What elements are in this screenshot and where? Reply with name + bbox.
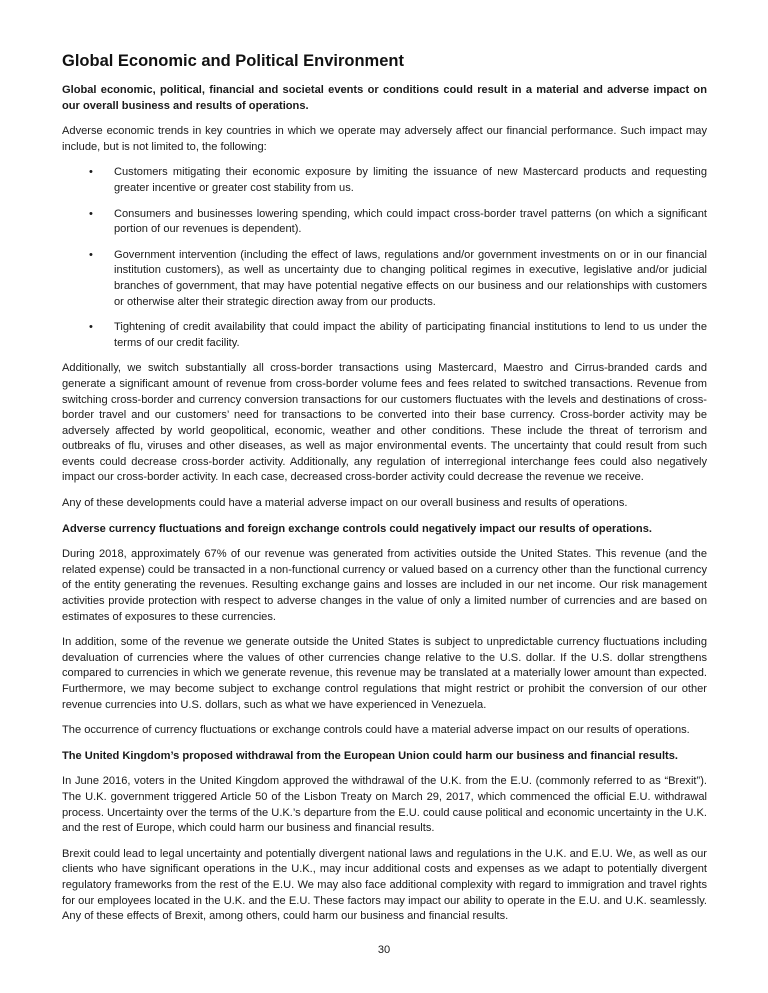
risk-heading-brexit: The United Kingdom’s proposed withdrawal from the European Union could harm our business and financial results. [62,749,678,762]
list-item [62,248,707,310]
list-item-text: Government intervention (including the effect of laws, regulations and/or government investments on or in our financial institution customers), as well as uncertainty due to changing political regimes in executive, legislative and/or judicial branches of government, that may have potential negative effects on our business and our relationships with customers or otherwise alter their strategic direction away from our products. [114,248,707,308]
bullet-icon: • [89,207,93,220]
bullet-icon: • [89,321,93,334]
paragraph-cross-border: Additionally, we switch substantially all cross-border transactions using Mastercard, Maestro and Cirrus-branded cards and generate a significant amount of revenue from cross-border volume fees and fees related to switched transactions. Revenue from switching cross-border and currency conversion transactions for our customers fluctuates with the levels and destinations of cross-border travel and our customers’ need for transactions to be converted into their base currency. Cross-border activity may be adversely affected by world geopolitical, economic, weather and other conditions. These include the threat of terrorism and outbreaks of flu, viruses and other diseases, as well as major environmental events. The uncertainty that could result from such events could decrease cross-border activity. Additionally, any regulation of interregional interchange fees could also negatively impact our cross-border activity. In each case, decreased cross-border activity could decrease the revenue we receive. [62,362,707,484]
paragraph-brexit-vote: In June 2016, voters in the United Kingdom approved the withdrawal of the U.K. from the E.U. (commonly referred to as “Brexit”). The U.K. government triggered Article 50 of the Lisbon Treaty on March 29, 2017, which commenced the official E.U. withdrawal process. Uncertainty over the terms of the U.K.’s departure from the E.U. could cause political and economic uncertainty in the U.K. and the rest of Europe, which could harm our business and financial results. [62,775,707,835]
document-page [62,50,707,935]
bullet-icon: • [89,248,93,261]
list-item-text: Consumers and businesses lowering spending, which could impact cross-border travel patterns (on which a significant portion of our revenues is dependent). [114,207,707,236]
page-number: 30 [377,944,391,956]
section-title: Global Economic and Political Environment [62,52,404,70]
list-item [62,207,707,238]
risk-heading-currency: Adverse currency fluctuations and foreign exchange controls could negatively impact our results of operations. [62,522,652,535]
paragraph-currency-impact: The occurrence of currency fluctuations or exchange controls could have a material adverse impact on our results of operations. [62,724,690,737]
bullet-list [62,165,707,351]
risk-heading-global-economic: Global economic, political, financial and societal events or conditions could result in a material and adverse impact on our overall business and results of operations. [62,84,707,112]
paragraph-brexit-effects: Brexit could lead to legal uncertainty and potentially divergent national laws and regulations in the U.K. and E.U. We, as well as our clients who have significant operations in the U.K., may incur additional costs and expenses as we adapt to potentially divergent regulatory frameworks from the rest of the E.U. We may also face additional complexity with regard to immigration and travel rights for our employees located in the U.K. and the E.U. These factors may impact our ability to operate in the E.U. and U.K. seamlessly. Any of these effects of Brexit, among others, could harm our business and financial results. [62,847,707,923]
bullet-icon: • [89,166,93,179]
paragraph-revenue-2018: During 2018, approximately 67% of our revenue was generated from activities outside the United States. This revenue (and the related expense) could be transacted in a non-functional currency or valued based on a currency other than the functional currency of the entity generating the revenues. Resulting exchange gains and losses are included in our net income. Our risk management activities provide protection with respect to adverse changes in the value of only a limited number of currencies and are based on estimates of exposures to these currencies. [62,548,707,623]
paragraph-developments: Any of these developments could have a material adverse impact on our overall business and results of operations. [62,497,628,510]
paragraph-currency-fluctuations: In addition, some of the revenue we generate outside the United States is subject to unpredictable currency fluctuations including devaluation of currencies where the values of other currencies change relative to the U.S. dollar. If the U.S. dollar strengthens compared to currencies in which we generate revenue, this revenue may be translated at a materially lower amount than expected. Furthermore, we may become subject to exchange control regulations that might restrict or prohibit the conversion of our other revenue currencies into U.S. dollars, such as what we have experienced in Venezuela. [62,636,707,711]
list-item [62,165,707,196]
list-item-text: Customers mitigating their economic exposure by limiting the issuance of new Mastercard products and requesting greater incentive or greater cost stability from us. [114,166,707,194]
list-item-text: Tightening of credit availability that could impact the ability of participating financial institutions to lend to us under the terms of our credit facility. [114,321,707,349]
list-item [62,320,707,351]
paragraph-intro: Adverse economic trends in key countries in which we operate may adversely affect our financial performance. Such impact may include, but is not limited to, the following: [62,125,707,153]
